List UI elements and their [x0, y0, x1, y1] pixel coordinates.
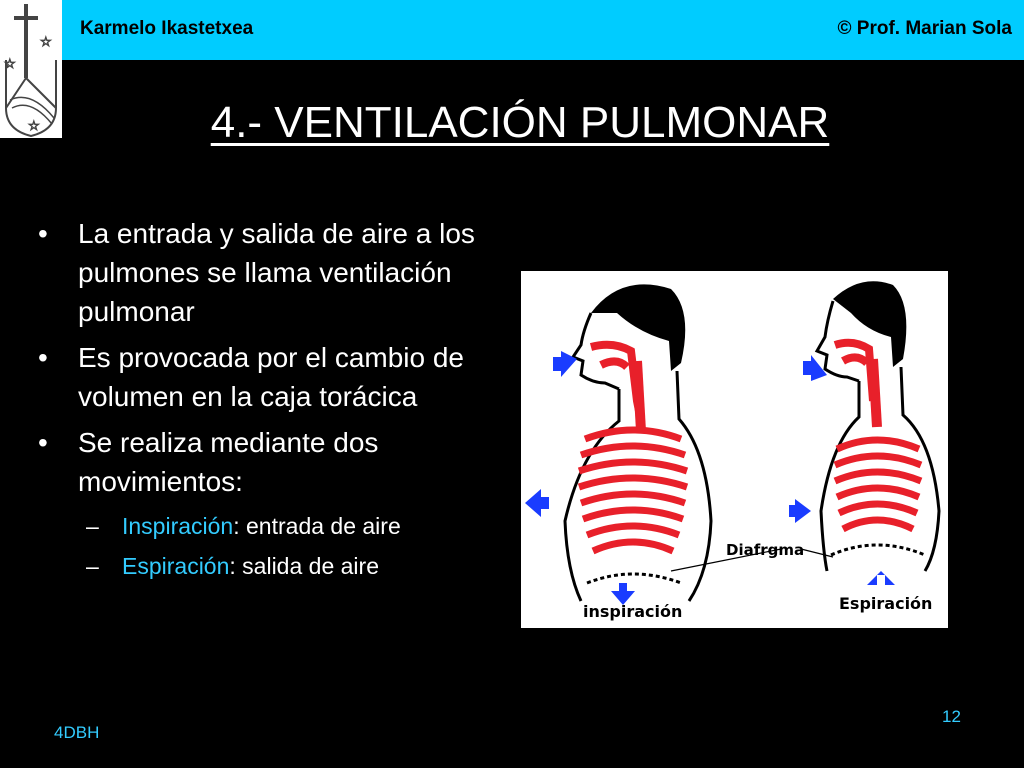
course-label: 4DBH: [54, 723, 100, 742]
school-name: Karmelo Ikastetxea: [80, 18, 254, 39]
breathing-diagram: [521, 271, 948, 628]
dash-marker: –: [86, 513, 99, 539]
expiration-figure: [789, 281, 939, 585]
bullet-list: [38, 214, 478, 581]
bullet-item: [38, 423, 478, 501]
bullet-item: [38, 338, 478, 416]
air-out-arrow: [803, 355, 827, 381]
sub-bullet-item: [86, 551, 478, 581]
expand-arrow: [525, 489, 549, 517]
diaphragm-up-arrow: [867, 571, 895, 585]
author-credit: © Prof. Marian Sola: [837, 18, 1012, 39]
inspiration-figure: [525, 284, 711, 605]
bullet-text: Se realiza mediante dos movimientos:: [78, 427, 379, 497]
term-inspiracion: Inspiración: [122, 513, 234, 539]
bullet-marker: •: [38, 218, 48, 249]
term-description: : entrada de aire: [233, 513, 401, 539]
term-espiracion: Espiración: [122, 553, 230, 579]
header-bar: [62, 0, 1024, 60]
bullet-text: La entrada y salida de aire a los pulmones se llama ventilación pulmonar: [78, 218, 475, 327]
bullet-item: [38, 214, 478, 331]
dash-marker: –: [86, 553, 99, 579]
label-inspiracion: inspiración: [583, 602, 683, 621]
slide-title: 4.- VENTILACIÓN PULMONAR: [210, 98, 830, 147]
bullet-marker: •: [38, 427, 48, 458]
svg-text:☆: ☆: [4, 57, 16, 72]
term-description: : salida de aire: [229, 553, 379, 579]
contract-arrow: [789, 499, 811, 523]
label-espiracion: Espiración: [839, 594, 933, 613]
breathing-illustration: [521, 271, 948, 628]
bullet-marker: •: [38, 342, 48, 373]
svg-text:☆: ☆: [40, 35, 52, 50]
svg-text:☆: ☆: [28, 119, 40, 134]
bullet-text: Es provocada por el cambio de volumen en la caja torácica: [78, 342, 464, 412]
sub-bullet-item: [86, 511, 478, 541]
page-number: 12: [942, 707, 961, 726]
label-diafragma: Diafrgma: [726, 541, 805, 559]
